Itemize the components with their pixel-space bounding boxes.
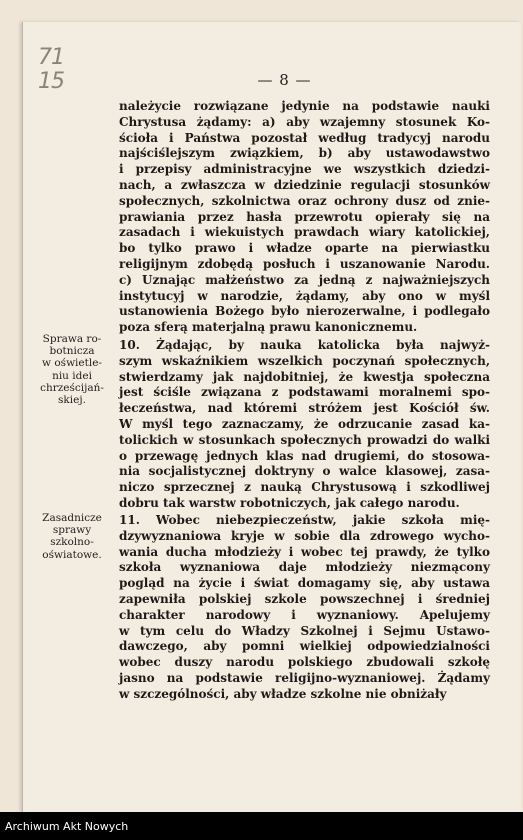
paragraph-11-line: zapewniła polskiej szkole powszechnej i średniej	[119, 591, 490, 606]
margin-note-line: w oświetle-	[42, 357, 102, 370]
paragraph-11-line: charakter narodowy i wyznaniowy. Apelujemy	[119, 607, 490, 622]
paragraph-10-line: szym wskaźnikiem wszelkich poczynań społecznych,	[119, 353, 490, 368]
paragraph-10-line: jest ściśle związana z podstawami moralnemi spo-	[119, 385, 490, 400]
paragraph-11-line: dawczego, aby pomni wielkiej odpowiedzialności	[119, 639, 490, 654]
paragraph-11-line: dzywyznaniowa kryje w sobie dla zdrowego wycho-	[119, 528, 490, 543]
paragraph-10-line: nia socjalistycznej doktryny o walce klasowej, zasa-	[119, 464, 490, 479]
paragraph-10	[119, 338, 490, 512]
paragraph-10-line: stwierdzamy jak najdobitniej, że kwestja społeczna	[119, 369, 490, 384]
margin-note-school-matters	[28, 512, 116, 561]
paragraph-continued-line: należycie rozwiązane jedynie na podstawie nauki	[119, 99, 490, 113]
paragraph-continued-line: społecznych, szkolnictwa oraz ochrony dusz od znie-	[119, 193, 490, 208]
handwritten-number-bottom: 15	[38, 69, 64, 94]
page-number: — 8 —	[257, 71, 312, 89]
paragraph-11-line: w szczególności, aby władze szkolne nie obniżały	[119, 686, 447, 701]
paragraph-11	[119, 513, 490, 703]
paragraph-11-line: pogląd na życie i świat domagamy się, aby ustawa	[119, 576, 490, 591]
paragraph-11-line: wania ducha młodzieży i wobec tej prawdy, że tylko	[119, 544, 490, 559]
archive-footer-bar	[0, 812, 523, 840]
paragraph-11-line: w tym celu do Władzy Szkolnej i Sejmu Ustawo-	[119, 623, 490, 638]
margin-note-line: botnicza	[49, 345, 95, 358]
margin-note-labor-question	[28, 333, 116, 406]
margin-note-line: oświatowe.	[42, 548, 102, 561]
margin-note-line: szkolno-	[50, 536, 94, 549]
paragraph-continued-line: prawiania przez hasła przewrotu opierały się na	[119, 209, 490, 224]
archive-name: Archiwum Akt Nowych	[5, 820, 129, 833]
margin-note-line: niu idei	[52, 369, 92, 382]
paragraph-continued-line: instytucyj w narodzie, żądamy, aby ono w myśl	[119, 288, 490, 303]
paragraph-continued-line: i przepisy administracyjne we wszystkich dziedzi-	[119, 162, 490, 177]
paragraph-11-line: szkoła wyznaniowa daje młodzieży niezmącony	[119, 560, 490, 575]
paragraph-11-line: wobec duszy narodu polskiego zbudowali szkołę	[119, 655, 490, 670]
paragraph-10-line: o przewagę jednych klas nad drugiemi, do stosowa-	[119, 448, 490, 463]
paragraph-10-line: niczo sprzecznej z nauką Chrystusową i szkodliwej	[119, 480, 490, 495]
paragraph-continued-line: poza sferą materjalną prawu kanonicznemu.	[119, 320, 418, 335]
paragraph-continued-line: nach, a zwłaszcza w dziedzinie regulacji stosunków	[119, 177, 490, 192]
margin-note-line: sprawy	[52, 524, 92, 537]
margin-note-line: Zasadnicze	[42, 512, 102, 524]
paragraph-10-line: W myśl tego zaznaczamy, że odrzucanie zasad ka-	[119, 416, 490, 431]
paragraph-10-line: dobru tak warstw robotniczych, jak całego narodu.	[119, 495, 460, 510]
paragraph-continued-line: religijnym zdobędą posłuch i uszanowanie Narodu.	[119, 256, 490, 271]
paragraph-11-line: jasno na podstawie religijno-wyznaniowej. Żądamy	[119, 670, 490, 685]
margin-note-line: chrześcijań-	[40, 381, 104, 394]
margin-note-line: Sprawa ro-	[42, 333, 102, 345]
paragraph-continued-line: ustanowienia Bożego było nierozerwalne, i podlegało	[119, 304, 490, 319]
paragraph-continued-line: c) Uznając małżeństwo za jedną z najważniejszych	[119, 272, 490, 287]
paragraph-continued-line: zasadach i wiekuistych prawdach wiary katolickiej,	[119, 225, 490, 240]
paragraph-10-line: 10. Żądając, by nauka katolicka była najwyż-	[119, 338, 490, 352]
paragraph-continued-line: najściślejszym związkiem, b) aby ustawodawstwo	[119, 146, 490, 161]
paragraph-continued-line: Chrystusa żądamy: a) aby wzajemny stosunek Ko-	[119, 114, 490, 129]
paragraph-continued	[119, 99, 490, 336]
paragraph-11-line: 11. Wobec niebezpieczeństw, jakie szkoła mię-	[119, 513, 490, 527]
handwritten-number-top: 71	[38, 45, 64, 70]
page-edge	[22, 22, 23, 812]
paragraph-10-line: tolickich w stosunkach społecznych prowadzi do walki	[119, 432, 490, 447]
margin-note-line: skiej.	[58, 394, 86, 407]
paragraph-10-line: łeczeństwa, nad któremi stróżem jest Kościół św.	[119, 401, 490, 416]
paragraph-continued-line: bo tylko prawo i władze oparte na pierwiastku	[119, 241, 490, 256]
paragraph-continued-line: ścioła i Państwa pozostał według tradycyj narodu	[119, 130, 490, 145]
